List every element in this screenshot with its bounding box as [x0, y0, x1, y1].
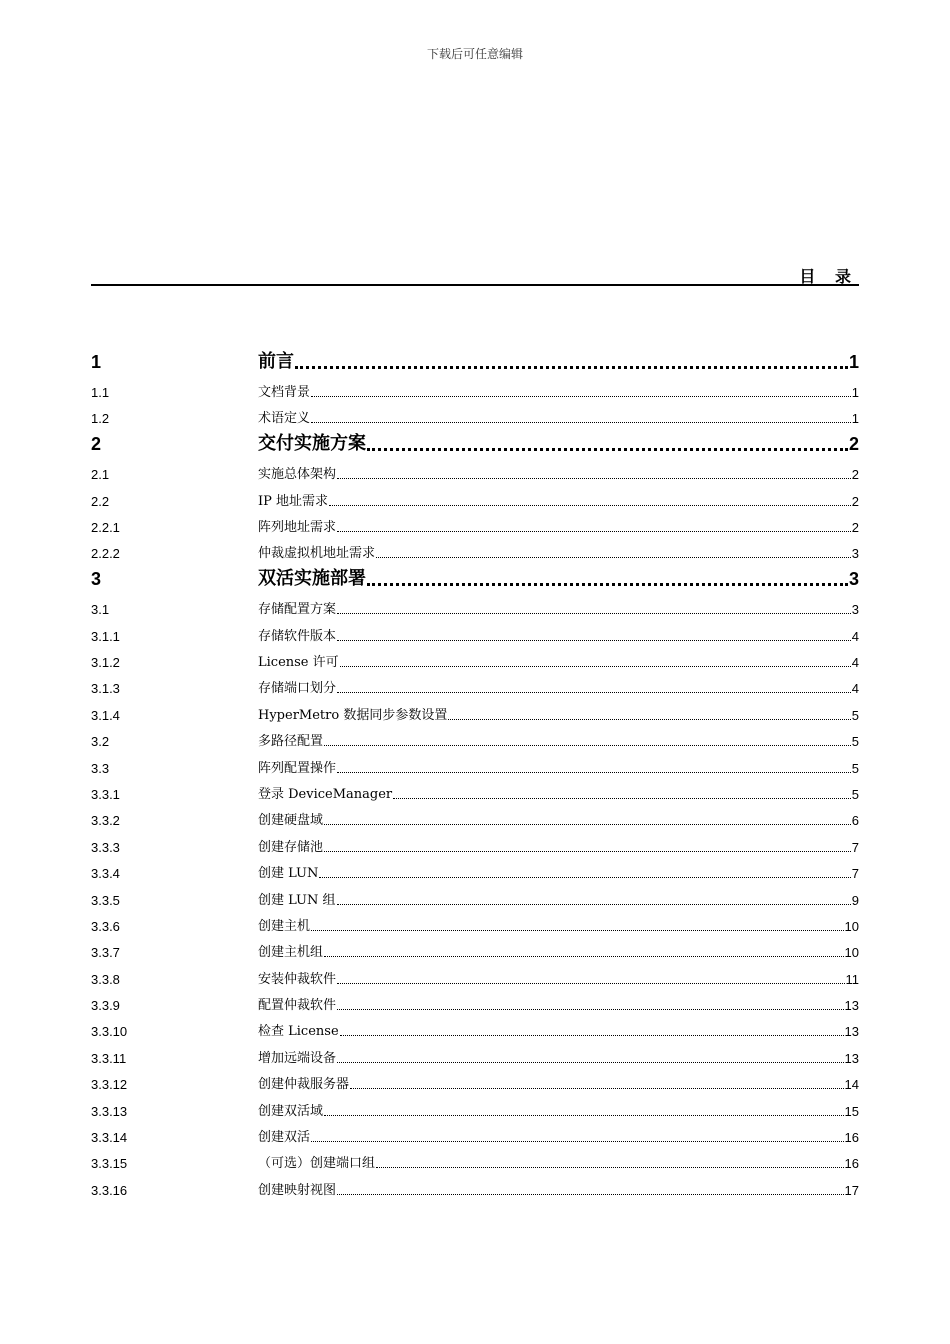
dot-leader — [337, 904, 851, 905]
dot-leader — [448, 719, 850, 720]
toc-entry[interactable] — [91, 647, 859, 673]
toc-entry-body — [258, 516, 859, 535]
toc-entry-page: 9 — [851, 892, 859, 908]
toc-entry-number: 3.3.1 — [91, 786, 120, 802]
toc-entry-page: 17 — [844, 1182, 859, 1198]
toc-entry-title[interactable]: 创建硬盘域 — [258, 813, 324, 829]
toc-entry[interactable] — [91, 1122, 859, 1148]
toc-entry-page: 11 — [845, 971, 859, 987]
toc-entry-body — [258, 1073, 859, 1092]
toc-entry-number: 3.3.4 — [91, 866, 120, 882]
toc-entry-title[interactable]: 创建主机组 — [258, 945, 324, 961]
toc-entry-title[interactable]: （可选）创建端口组 — [258, 1156, 376, 1172]
toc-entry-page: 1 — [851, 411, 859, 427]
dot-leader — [367, 583, 848, 586]
toc-entry-title[interactable]: 创建 LUN — [258, 866, 319, 882]
toc-entry[interactable] — [91, 831, 859, 857]
dot-leader — [311, 422, 851, 423]
dot-leader — [324, 745, 851, 746]
toc-entry-number: 3.3.2 — [91, 813, 120, 829]
toc-entry[interactable] — [91, 564, 859, 594]
toc-entry-title[interactable]: 存储端口划分 — [258, 681, 337, 697]
toc-entry[interactable] — [91, 377, 859, 403]
toc-entry-title[interactable]: 增加远端设备 — [258, 1050, 337, 1066]
toc-entry[interactable] — [91, 805, 859, 831]
toc-entry-page: 4 — [851, 655, 859, 671]
toc-entry[interactable] — [91, 594, 859, 620]
toc-entry-body — [258, 809, 859, 828]
toc-entry-number: 3.1.2 — [91, 655, 120, 671]
toc-entry-title[interactable]: 多路径配置 — [258, 734, 324, 750]
toc-entry-title[interactable]: 安装仲裁软件 — [258, 971, 337, 987]
toc-entry[interactable] — [91, 884, 859, 910]
toc-entry-body — [258, 1152, 859, 1171]
toc-entry-title[interactable]: 存储配置方案 — [258, 602, 337, 618]
toc-entry-body — [258, 381, 859, 400]
dot-leader — [337, 983, 844, 984]
toc-title: 目 录 — [799, 267, 858, 286]
toc-entry-page: 2 — [851, 467, 859, 483]
toc-entry-body — [258, 1020, 859, 1039]
toc-entry-number: 3.3.11 — [91, 1050, 127, 1066]
toc-entry[interactable] — [91, 990, 859, 1016]
toc-entry-number: 3.1.1 — [91, 628, 120, 644]
dot-leader — [324, 824, 851, 825]
toc-entry-title[interactable]: IP 地址需求 — [258, 493, 329, 509]
toc-entry-number: 3.3 — [91, 760, 110, 776]
toc-entry-title[interactable]: License 许可 — [258, 655, 339, 671]
dot-leader — [337, 531, 851, 532]
toc-entry-body — [258, 730, 859, 749]
toc-entry-page: 2 — [851, 493, 859, 509]
dot-leader — [311, 396, 851, 397]
toc-entry-number: 3.2 — [91, 734, 110, 750]
toc-entry-body — [258, 490, 859, 509]
toc-entry-number: 3.3.13 — [91, 1103, 128, 1119]
dot-leader — [337, 772, 851, 773]
toc-entry[interactable] — [91, 512, 859, 538]
toc-entry[interactable] — [91, 673, 859, 699]
toc-entry-body — [258, 941, 859, 960]
toc-entry-body — [258, 1126, 859, 1145]
toc-entry-title[interactable]: 登录 DeviceManager — [258, 786, 393, 802]
toc-entry-page: 5 — [851, 786, 859, 802]
toc-entry-title[interactable]: 创建 LUN 组 — [258, 892, 336, 908]
toc-entry[interactable] — [91, 1042, 859, 1068]
toc-entry[interactable] — [91, 963, 859, 989]
toc-entry[interactable] — [91, 858, 859, 884]
toc-entry-title[interactable]: 双活实施部署 — [258, 567, 366, 589]
toc-entry-page: 14 — [844, 1077, 859, 1093]
toc-entry[interactable] — [91, 1174, 859, 1200]
dot-leader — [324, 851, 851, 852]
toc-entry-page: 15 — [844, 1103, 859, 1119]
toc-entry-body — [258, 836, 859, 855]
toc-entry-body — [258, 704, 859, 723]
toc-entry-title[interactable]: 检查 License — [258, 1024, 339, 1040]
dot-leader — [376, 1167, 844, 1168]
toc-entry-body — [258, 889, 859, 908]
toc-entry-body — [258, 429, 859, 455]
toc-entry-page: 4 — [851, 681, 859, 697]
dot-leader — [337, 1194, 844, 1195]
toc-entry-body — [258, 598, 859, 617]
toc-entry[interactable] — [91, 485, 859, 511]
dot-leader — [337, 1062, 844, 1063]
toc-entry[interactable] — [91, 699, 859, 725]
toc-entry-title[interactable]: 存储软件版本 — [258, 628, 337, 644]
toc-entry-number: 2.1 — [91, 467, 110, 483]
toc-entry-body — [258, 564, 859, 590]
toc-entry-title[interactable]: HyperMetro 数据同步参数设置 — [258, 707, 448, 723]
toc-entry-number: 3.3.15 — [91, 1156, 128, 1172]
table-of-contents — [91, 347, 859, 1201]
toc-entry[interactable] — [91, 620, 859, 646]
toc-entry-number: 3.3.6 — [91, 918, 120, 934]
dot-leader — [329, 505, 851, 506]
toc-entry[interactable] — [91, 752, 859, 778]
dot-leader — [295, 366, 848, 369]
toc-entry-page: 3 — [851, 602, 859, 618]
toc-entry-page: 13 — [844, 998, 859, 1014]
toc-entry-number: 3.3.16 — [91, 1182, 128, 1198]
toc-entry-number: 3.1.3 — [91, 681, 120, 697]
toc-entry-title[interactable]: 实施总体架构 — [258, 467, 337, 483]
toc-entry-title[interactable]: 创建主机 — [258, 918, 311, 934]
toc-entry-title[interactable]: 创建双活 — [258, 1130, 311, 1146]
toc-entry-title[interactable]: 文档背景 — [258, 384, 311, 400]
toc-entry-page: 10 — [844, 918, 859, 934]
toc-entry-page: 1 — [851, 384, 859, 400]
toc-entry-title[interactable]: 阵列地址需求 — [258, 519, 337, 535]
toc-entry-page: 3 — [851, 546, 859, 562]
toc-entry[interactable] — [91, 1016, 859, 1042]
toc-entry-page: 13 — [844, 1050, 859, 1066]
toc-entry-body — [258, 1179, 859, 1198]
toc-entry-page: 16 — [844, 1156, 859, 1172]
toc-entry-number: 3.3.12 — [91, 1077, 128, 1093]
toc-entry-body — [258, 407, 859, 426]
dot-leader — [311, 1141, 844, 1142]
dot-leader — [319, 877, 850, 878]
dot-leader — [324, 956, 844, 957]
toc-entry[interactable] — [91, 937, 859, 963]
toc-entry-page: 10 — [844, 945, 859, 961]
toc-entry-page: 7 — [851, 839, 859, 855]
toc-entry-title[interactable]: 配置仲裁软件 — [258, 998, 337, 1014]
toc-entry-number: 3.1 — [91, 602, 110, 618]
toc-entry[interactable] — [91, 459, 859, 485]
toc-entry-body — [258, 915, 859, 934]
dot-leader — [337, 478, 851, 479]
toc-entry-body — [258, 542, 859, 561]
toc-entry-body — [258, 968, 859, 987]
toc-entry-page: 3 — [848, 568, 859, 589]
toc-entry-body — [258, 347, 859, 373]
toc-entry-number: 1 — [91, 351, 102, 372]
toc-entry-body — [258, 463, 859, 482]
toc-entry-body — [258, 1047, 859, 1066]
toc-entry-body — [258, 625, 859, 644]
dot-leader — [367, 448, 848, 451]
toc-entry-page: 4 — [851, 628, 859, 644]
dot-leader — [337, 613, 851, 614]
toc-entry-number: 2.2.1 — [91, 519, 120, 535]
toc-entry-number: 2 — [91, 433, 102, 454]
toc-entry-title[interactable]: 创建仲裁服务器 — [258, 1077, 350, 1093]
toc-entry-page: 16 — [844, 1130, 859, 1146]
toc-entry-number: 3.3.9 — [91, 998, 120, 1014]
toc-entry-number: 3.3.5 — [91, 892, 120, 908]
toc-entry-number: 3.1.4 — [91, 707, 120, 723]
toc-entry-page: 6 — [851, 813, 859, 829]
toc-entry[interactable] — [91, 347, 859, 377]
toc-entry-body — [258, 757, 859, 776]
toc-entry-title[interactable]: 阵列配置操作 — [258, 760, 337, 776]
title-rule — [91, 284, 859, 286]
toc-entry[interactable] — [91, 429, 859, 459]
toc-entry-page: 5 — [851, 707, 859, 723]
toc-entry-page: 2 — [848, 433, 859, 454]
toc-entry-body — [258, 651, 859, 670]
dot-leader — [340, 666, 851, 667]
toc-entry-page: 7 — [851, 866, 859, 882]
toc-entry-number: 3.3.7 — [91, 945, 120, 961]
toc-entry-number: 3.3.8 — [91, 971, 120, 987]
toc-entry[interactable] — [91, 1095, 859, 1121]
toc-entry[interactable] — [91, 538, 859, 564]
toc-entry-title[interactable]: 术语定义 — [258, 411, 311, 427]
toc-entry-title[interactable]: 创建存储池 — [258, 839, 324, 855]
toc-entry-title[interactable]: 交付实施方案 — [258, 432, 366, 454]
toc-entry-page: 5 — [851, 760, 859, 776]
toc-entry[interactable] — [91, 911, 859, 937]
toc-entry-page: 2 — [851, 519, 859, 535]
toc-entry-number: 3 — [91, 568, 102, 589]
toc-entry[interactable] — [91, 726, 859, 752]
toc-entry-page: 1 — [848, 351, 859, 372]
toc-entry-body — [258, 994, 859, 1013]
dot-leader — [311, 930, 844, 931]
dot-leader — [350, 1088, 844, 1089]
dot-leader — [340, 1035, 844, 1036]
toc-entry-number: 1.1 — [91, 384, 110, 400]
toc-entry-title[interactable]: 创建映射视图 — [258, 1182, 337, 1198]
toc-entry-body — [258, 862, 859, 881]
toc-entry[interactable] — [91, 779, 859, 805]
dot-leader — [337, 1009, 844, 1010]
dot-leader — [393, 798, 851, 799]
toc-entry-number: 3.3.10 — [91, 1024, 128, 1040]
toc-entry-number: 2.2.2 — [91, 546, 120, 562]
toc-entry-title[interactable]: 仲裁虚拟机地址需求 — [258, 546, 376, 562]
toc-entry-body — [258, 677, 859, 696]
toc-entry[interactable] — [91, 1148, 859, 1174]
toc-entry-page: 5 — [851, 734, 859, 750]
toc-entry-title[interactable]: 前言 — [258, 350, 294, 372]
toc-entry-number: 1.2 — [91, 411, 110, 427]
toc-entry-number: 2.2 — [91, 493, 110, 509]
page-header: 下载后可任意编辑 — [426, 47, 523, 61]
dot-leader — [337, 640, 851, 641]
toc-entry-body — [258, 1100, 859, 1119]
dot-leader — [337, 692, 851, 693]
toc-entry-number: 3.3.14 — [91, 1130, 128, 1146]
toc-entry-title[interactable]: 创建双活域 — [258, 1103, 324, 1119]
toc-entry-page: 13 — [844, 1024, 859, 1040]
dot-leader — [376, 557, 851, 558]
dot-leader — [324, 1115, 844, 1116]
toc-entry[interactable] — [91, 403, 859, 429]
toc-entry-number: 3.3.3 — [91, 839, 120, 855]
toc-entry[interactable] — [91, 1069, 859, 1095]
toc-entry-body — [258, 783, 859, 802]
